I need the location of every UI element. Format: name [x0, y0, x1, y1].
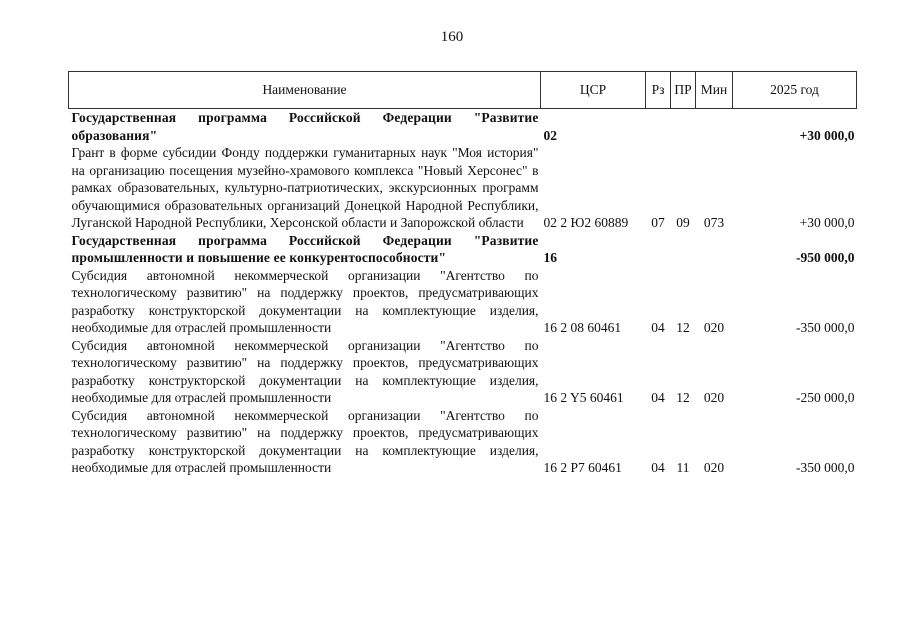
row-name: Субсидия автономной некоммерческой организации "Агентство по технологическому развитию" на поддержку проектов, предусматривающих разработку конструкторской документации на комплектующие изделия, необходимые для отраслей промышленности: [71, 407, 539, 475]
item-row: [69, 337, 857, 407]
row-amount: -350 000,0: [796, 460, 855, 475]
row-min: 020: [703, 390, 725, 405]
row-rz: [646, 109, 671, 145]
row-rz: 04: [651, 320, 665, 335]
row-amount: +30 000,0: [799, 215, 855, 230]
header-name: Наименование: [69, 72, 541, 109]
item-row: [69, 267, 857, 337]
row-rz: 04: [651, 460, 665, 475]
row-csr: 02 2 Ю2 60889: [543, 215, 629, 230]
row-csr: 16: [543, 250, 557, 265]
row-pr: 11: [676, 460, 690, 475]
row-name: Государственная программа Российской Федерации "Развитие промышленности и повышение ее конкурентоспособности": [71, 232, 539, 265]
header-min: Мин: [696, 72, 733, 109]
row-pr: [671, 109, 696, 145]
row-amount: -350 000,0: [796, 320, 855, 335]
budget-table: [68, 71, 857, 477]
row-min: [696, 232, 733, 267]
row-csr: 16 2 P7 60461: [543, 460, 622, 475]
row-min: 073: [703, 215, 725, 230]
item-row: [69, 407, 857, 477]
header-year: 2025 год: [733, 72, 857, 109]
table-header: [69, 72, 857, 109]
program-row: [69, 232, 857, 267]
row-min: 020: [703, 320, 725, 335]
program-row: [69, 109, 857, 145]
row-pr: 12: [676, 390, 690, 405]
row-rz: 04: [651, 390, 665, 405]
row-name: Субсидия автономной некоммерческой организации "Агентство по технологическому развитию" на поддержку проектов, предусматривающих разработку конструкторской документации на комплектующие изделия, необходимые для отраслей промышленности: [71, 337, 539, 405]
row-csr: 02: [543, 127, 557, 143]
page-number: 160: [440, 29, 464, 45]
row-pr: 12: [676, 320, 690, 335]
row-rz: [646, 232, 671, 267]
row-amount: +30 000,0: [799, 127, 855, 143]
row-amount: -950 000,0: [796, 250, 855, 265]
item-row: [69, 144, 857, 232]
row-rz: 07: [651, 215, 665, 230]
row-pr: 09: [676, 215, 690, 230]
row-amount: -250 000,0: [796, 390, 855, 405]
table-body: [69, 109, 857, 477]
row-name: Грант в форме субсидии Фонду поддержки гуманитарных наук "Моя история" на организацию посещения музейно-храмового комплекса "Новый Херсонес" в рамках образовательных, культурно-патриотических, экскурсионных программ обучающимися образовательных организаций Донецкой Народной Республики, Луганской Народной Республики, Херсонской области и Запорожской области: [71, 145, 539, 230]
row-csr: 16 2 Y5 60461: [543, 390, 624, 405]
header-row: [69, 72, 857, 109]
row-min: [696, 109, 733, 145]
header-rz: Рз: [646, 72, 671, 109]
header-pr: ПР: [671, 72, 696, 109]
row-min: 020: [703, 460, 725, 475]
row-name: Государственная программа Российской Федерации "Развитие образования": [71, 110, 539, 143]
row-csr: 16 2 08 60461: [543, 320, 622, 335]
header-csr: ЦСР: [541, 72, 646, 109]
row-pr: [671, 232, 696, 267]
row-name: Субсидия автономной некоммерческой организации "Агентство по технологическому развитию" на поддержку проектов, предусматривающих разработку конструкторской документации на комплектующие изделия, необходимые для отраслей промышленности: [71, 267, 539, 335]
